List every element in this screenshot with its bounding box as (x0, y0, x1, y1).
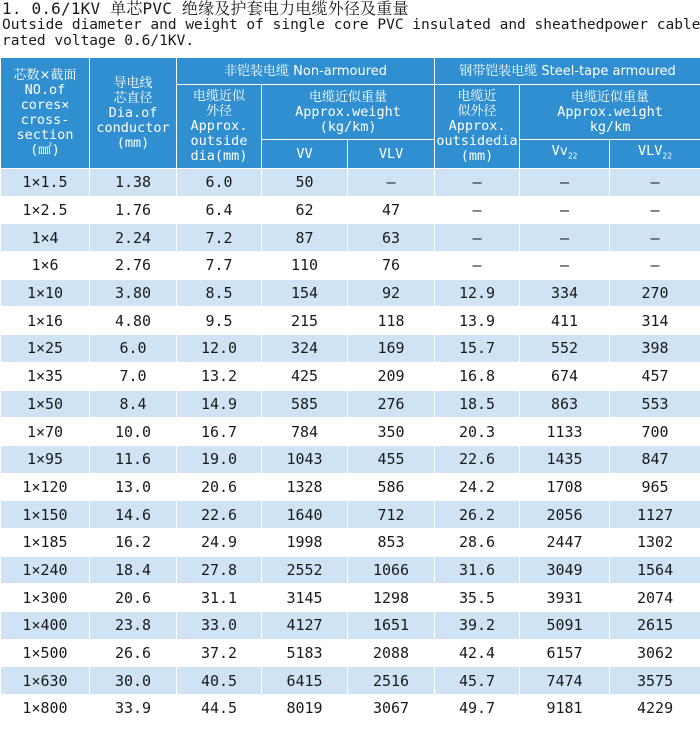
cell-st-outside-dia: — (435, 252, 520, 280)
header-st-outside-dia: 电缆近 似外径 Approx. outsidedia (mm) (435, 85, 520, 169)
cell-conductor-dia: 1.38 (90, 169, 177, 197)
cell-st-weight-vlv22: 3062 (610, 639, 700, 667)
cell-cores: 1×185 (1, 528, 90, 556)
cell-st-weight-vlv22: 314 (610, 307, 700, 335)
header-vlv22: $VLV_{22}$ (610, 140, 700, 169)
header-vv22: $Vv_{22}$ (520, 140, 610, 169)
cell-cores: 1×1.5 (1, 169, 90, 197)
cell-na-weight-vv: 3145 (262, 584, 348, 612)
cell-st-outside-dia: 12.9 (435, 279, 520, 307)
cell-na-weight-vv: 1043 (262, 445, 348, 473)
title-block (2, 0, 700, 49)
cell-na-weight-vv: 5183 (262, 639, 348, 667)
cell-na-weight-vv: 425 (262, 362, 348, 390)
table-row (1, 667, 700, 695)
cell-st-weight-vlv22: 553 (610, 390, 700, 418)
table-row (1, 639, 700, 667)
cell-cores: 1×6 (1, 252, 90, 280)
cell-na-weight-vv: 6415 (262, 667, 348, 695)
cell-na-outside-dia: 24.9 (177, 528, 262, 556)
table-row (1, 169, 700, 197)
cell-na-weight-vlv: 76 (348, 252, 435, 280)
cell-cores: 1×240 (1, 556, 90, 584)
cell-st-outside-dia: 18.5 (435, 390, 520, 418)
cell-conductor-dia: 3.80 (90, 279, 177, 307)
cell-conductor-dia: 10.0 (90, 418, 177, 446)
cell-st-weight-vlv22: 1127 (610, 501, 700, 529)
cell-na-weight-vv: 8019 (262, 695, 348, 723)
cell-cores: 1×500 (1, 639, 90, 667)
cell-na-weight-vv: 110 (262, 252, 348, 280)
cell-st-outside-dia: 20.3 (435, 418, 520, 446)
cell-st-weight-vv22: 863 (520, 390, 610, 418)
table-row (1, 473, 700, 501)
cell-cores: 1×300 (1, 584, 90, 612)
cell-conductor-dia: 6.0 (90, 335, 177, 363)
table-row (1, 224, 700, 252)
cell-na-outside-dia: 20.6 (177, 473, 262, 501)
cell-st-weight-vv22: 1708 (520, 473, 610, 501)
cell-na-weight-vlv: 1298 (348, 584, 435, 612)
cell-st-weight-vv22: 2056 (520, 501, 610, 529)
cell-na-weight-vlv: 712 (348, 501, 435, 529)
cell-na-weight-vlv: 92 (348, 279, 435, 307)
cell-conductor-dia: 11.6 (90, 445, 177, 473)
cell-na-weight-vv: 784 (262, 418, 348, 446)
cell-na-weight-vv: 215 (262, 307, 348, 335)
cell-st-weight-vlv22: 847 (610, 445, 700, 473)
cell-na-outside-dia: 31.1 (177, 584, 262, 612)
cell-conductor-dia: 2.76 (90, 252, 177, 280)
cell-st-outside-dia: — (435, 169, 520, 197)
cell-st-weight-vv22: 9181 (520, 695, 610, 723)
cell-cores: 1×800 (1, 695, 90, 723)
cell-st-weight-vlv22: — (610, 252, 700, 280)
cell-na-weight-vlv: 63 (348, 224, 435, 252)
cell-conductor-dia: 26.6 (90, 639, 177, 667)
cell-na-weight-vlv: 853 (348, 528, 435, 556)
table-row (1, 612, 700, 640)
cell-na-outside-dia: 7.2 (177, 224, 262, 252)
page-title: 1. 0.6/1KV 单芯PVC 绝缘及护套电力电缆外径及重量 (2, 0, 409, 18)
cell-cores: 1×95 (1, 445, 90, 473)
cell-conductor-dia: 2.24 (90, 224, 177, 252)
cell-na-outside-dia: 8.5 (177, 279, 262, 307)
cell-st-outside-dia: 42.4 (435, 639, 520, 667)
table-row (1, 196, 700, 224)
cell-na-weight-vv: 1640 (262, 501, 348, 529)
cell-na-weight-vv: 87 (262, 224, 348, 252)
cell-st-outside-dia: 15.7 (435, 335, 520, 363)
cell-st-weight-vlv22: — (610, 196, 700, 224)
table-row (1, 528, 700, 556)
cell-st-outside-dia: 49.7 (435, 695, 520, 723)
header-vlv: VLV (348, 140, 435, 169)
cell-conductor-dia: 1.76 (90, 196, 177, 224)
cell-na-weight-vv: 62 (262, 196, 348, 224)
cell-st-weight-vlv22: 270 (610, 279, 700, 307)
table-row (1, 390, 700, 418)
table-row (1, 252, 700, 280)
cell-cores: 1×630 (1, 667, 90, 695)
cell-na-weight-vlv: 1651 (348, 612, 435, 640)
cell-st-weight-vv22: 552 (520, 335, 610, 363)
cell-st-weight-vv22: 411 (520, 307, 610, 335)
cell-st-outside-dia: 13.9 (435, 307, 520, 335)
cell-na-outside-dia: 16.7 (177, 418, 262, 446)
cell-na-outside-dia: 12.0 (177, 335, 262, 363)
cell-cores: 1×150 (1, 501, 90, 529)
cell-st-outside-dia: 28.6 (435, 528, 520, 556)
cell-cores: 1×16 (1, 307, 90, 335)
table-row (1, 584, 700, 612)
cell-na-outside-dia: 6.4 (177, 196, 262, 224)
header-steel-tape-armoured: 钢带铠装电缆 Steel-tape armoured (435, 58, 700, 85)
table-row (1, 445, 700, 473)
cell-na-weight-vlv: 586 (348, 473, 435, 501)
cable-spec-table (0, 57, 700, 723)
header-na-outside-dia: 电缆近似 外径 Approx. outside dia(mm) (177, 85, 262, 169)
cell-st-weight-vv22: — (520, 169, 610, 197)
cell-st-weight-vlv22: 1302 (610, 528, 700, 556)
cell-st-outside-dia: 31.6 (435, 556, 520, 584)
cell-st-weight-vv22: 334 (520, 279, 610, 307)
cell-na-weight-vv: 1998 (262, 528, 348, 556)
table-row (1, 556, 700, 584)
table-row (1, 335, 700, 363)
cell-na-outside-dia: 37.2 (177, 639, 262, 667)
cell-st-weight-vv22: — (520, 224, 610, 252)
header-vv: VV (262, 140, 348, 169)
cell-st-outside-dia: — (435, 224, 520, 252)
cell-st-weight-vlv22: 3575 (610, 667, 700, 695)
table-row (1, 362, 700, 390)
cell-na-weight-vv: 1328 (262, 473, 348, 501)
cell-conductor-dia: 13.0 (90, 473, 177, 501)
cell-conductor-dia: 16.2 (90, 528, 177, 556)
cell-na-weight-vv: 2552 (262, 556, 348, 584)
cell-conductor-dia: 14.6 (90, 501, 177, 529)
cell-st-outside-dia: 22.6 (435, 445, 520, 473)
cell-na-weight-vlv: 1066 (348, 556, 435, 584)
cell-na-outside-dia: 27.8 (177, 556, 262, 584)
cell-na-outside-dia: 13.2 (177, 362, 262, 390)
cell-cores: 1×50 (1, 390, 90, 418)
cell-conductor-dia: 33.9 (90, 695, 177, 723)
cell-na-outside-dia: 19.0 (177, 445, 262, 473)
cell-conductor-dia: 23.8 (90, 612, 177, 640)
cell-cores: 1×10 (1, 279, 90, 307)
cell-na-weight-vlv: 276 (348, 390, 435, 418)
cell-na-weight-vv: 4127 (262, 612, 348, 640)
subtitle-line-1: Outside diameter and weight of single core PVC insulated and sheathedpower cable (2, 17, 700, 33)
cell-cores: 1×4 (1, 224, 90, 252)
cell-st-weight-vv22: 6157 (520, 639, 610, 667)
cell-cores: 1×70 (1, 418, 90, 446)
cell-conductor-dia: 7.0 (90, 362, 177, 390)
cell-st-weight-vv22: 5091 (520, 612, 610, 640)
cell-st-weight-vv22: 3049 (520, 556, 610, 584)
table-row (1, 307, 700, 335)
table-row (1, 418, 700, 446)
cell-na-weight-vlv: — (348, 169, 435, 197)
cell-na-outside-dia: 22.6 (177, 501, 262, 529)
cell-st-weight-vlv22: 700 (610, 418, 700, 446)
cell-st-weight-vlv22: 4229 (610, 695, 700, 723)
cell-st-weight-vlv22: — (610, 224, 700, 252)
cell-st-outside-dia: — (435, 196, 520, 224)
cell-cores: 1×25 (1, 335, 90, 363)
cell-st-outside-dia: 26.2 (435, 501, 520, 529)
cell-st-weight-vlv22: — (610, 169, 700, 197)
cell-st-weight-vv22: 1133 (520, 418, 610, 446)
table-body (1, 169, 700, 723)
cell-st-weight-vlv22: 457 (610, 362, 700, 390)
header-conductor-diameter: 导电线 芯直径 Dia.of conductor (mm) (90, 58, 177, 169)
cell-na-outside-dia: 14.9 (177, 390, 262, 418)
cell-na-weight-vv: 154 (262, 279, 348, 307)
cell-st-weight-vlv22: 1564 (610, 556, 700, 584)
cell-st-outside-dia: 35.5 (435, 584, 520, 612)
cell-na-weight-vlv: 2088 (348, 639, 435, 667)
cell-na-weight-vlv: 350 (348, 418, 435, 446)
cell-st-weight-vv22: 3931 (520, 584, 610, 612)
cell-st-outside-dia: 45.7 (435, 667, 520, 695)
cell-st-weight-vlv22: 2074 (610, 584, 700, 612)
cell-na-outside-dia: 40.5 (177, 667, 262, 695)
cell-conductor-dia: 20.6 (90, 584, 177, 612)
cell-na-weight-vlv: 47 (348, 196, 435, 224)
cell-st-weight-vlv22: 2615 (610, 612, 700, 640)
cell-cores: 1×35 (1, 362, 90, 390)
header-cores-cross-section: 芯数×截面 NO.of cores× cross-section (㎟) (1, 58, 90, 169)
cell-na-weight-vlv: 169 (348, 335, 435, 363)
cell-st-outside-dia: 39.2 (435, 612, 520, 640)
table-row (1, 695, 700, 723)
subtitle-line-2: rated voltage 0.6/1KV. (2, 33, 195, 49)
cell-st-weight-vv22: 7474 (520, 667, 610, 695)
cell-na-weight-vv: 585 (262, 390, 348, 418)
cell-na-weight-vv: 324 (262, 335, 348, 363)
cell-st-weight-vv22: 2447 (520, 528, 610, 556)
table-row (1, 279, 700, 307)
header-na-weight: 电缆近似重量 Approx.weight (kg/km) (262, 85, 435, 140)
cell-st-outside-dia: 16.8 (435, 362, 520, 390)
cell-st-weight-vlv22: 965 (610, 473, 700, 501)
header-st-weight: 电缆近似重量 Approx.weight kg/km (520, 85, 700, 140)
cell-na-outside-dia: 9.5 (177, 307, 262, 335)
cell-na-outside-dia: 6.0 (177, 169, 262, 197)
cell-na-weight-vlv: 2516 (348, 667, 435, 695)
cell-na-weight-vlv: 455 (348, 445, 435, 473)
cell-conductor-dia: 8.4 (90, 390, 177, 418)
cell-cores: 1×400 (1, 612, 90, 640)
cell-cores: 1×2.5 (1, 196, 90, 224)
cell-cores: 1×120 (1, 473, 90, 501)
cell-na-weight-vlv: 209 (348, 362, 435, 390)
cell-na-outside-dia: 7.7 (177, 252, 262, 280)
cell-conductor-dia: 30.0 (90, 667, 177, 695)
cell-st-weight-vv22: 674 (520, 362, 610, 390)
cell-st-weight-vlv22: 398 (610, 335, 700, 363)
cell-conductor-dia: 18.4 (90, 556, 177, 584)
cell-na-weight-vv: 50 (262, 169, 348, 197)
cell-na-outside-dia: 44.5 (177, 695, 262, 723)
cell-st-outside-dia: 24.2 (435, 473, 520, 501)
table-row (1, 501, 700, 529)
cell-st-weight-vv22: — (520, 196, 610, 224)
cell-st-weight-vv22: — (520, 252, 610, 280)
cell-na-outside-dia: 33.0 (177, 612, 262, 640)
cell-na-weight-vlv: 118 (348, 307, 435, 335)
header-non-armoured: 非铠装电缆 Non-armoured (177, 58, 435, 85)
cell-st-weight-vv22: 1435 (520, 445, 610, 473)
cell-conductor-dia: 4.80 (90, 307, 177, 335)
cell-na-weight-vlv: 3067 (348, 695, 435, 723)
